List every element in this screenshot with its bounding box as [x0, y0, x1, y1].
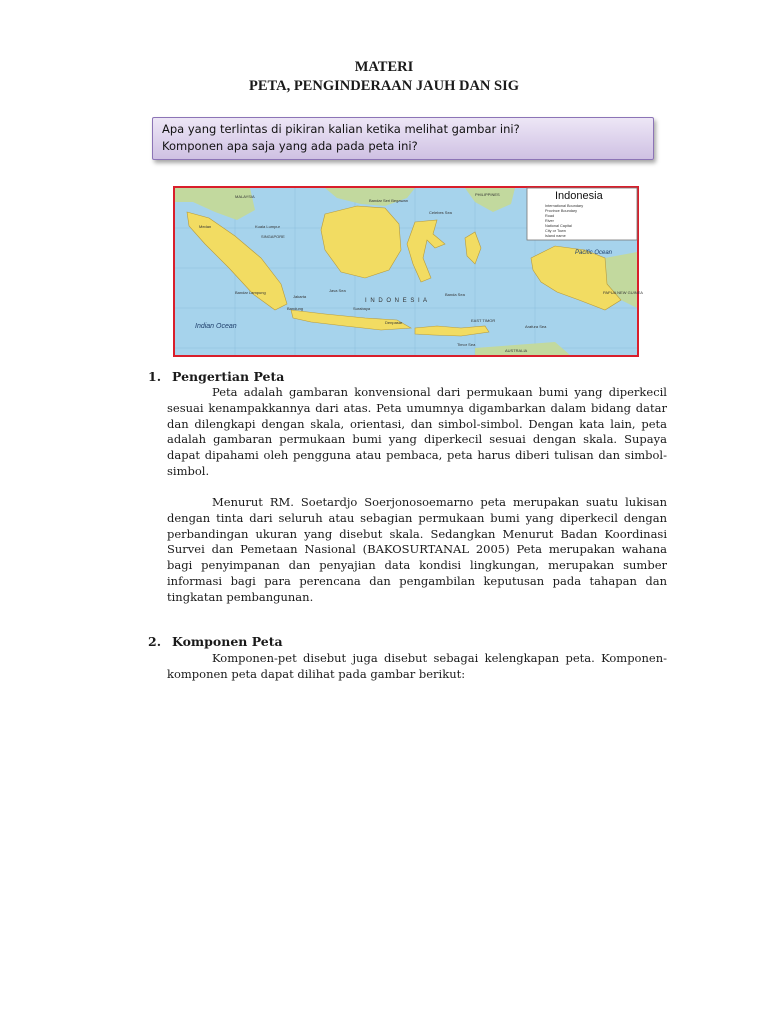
question-line-1: Apa yang terlintas di pikiran kalian ketika melihat gambar ini?: [162, 122, 520, 136]
indonesia-map: [173, 186, 643, 357]
svg-text:Java Sea: Java Sea: [329, 288, 346, 293]
ocean-label-pacific: Pacific Ocean: [575, 250, 613, 256]
svg-text:International Boundary: International Boundary: [545, 204, 584, 208]
section-2-heading: Komponen Peta: [172, 634, 283, 649]
section-2-number: 2.: [148, 634, 162, 649]
country-label: I N D O N E S I A: [365, 298, 429, 304]
svg-text:MALAYSIA: MALAYSIA: [235, 194, 255, 199]
section-1-number: 1.: [148, 369, 162, 384]
ocean-label-indian: Indian Ocean: [195, 323, 237, 330]
section-1-paragraph-1: Peta adalah gambaran konvensional dari permukaan bumi yang diperkecil sesuai kenampakkannya dari atas. Peta umumnya digambarkan dalam bidang datar dan dilengkapi dengan skala, orientasi, dan simbol-simbol. Dengan kata lain, peta adalah gambaran permukaan bumi yang diperkecil sesuai dengan skala. Supaya dapat dipahami oleh pengguna atau pembaca, peta harus diberi tulisan dan simbol-simbol.: [167, 385, 667, 478]
svg-text:Island name: Island name: [545, 234, 566, 238]
svg-text:National Capital: National Capital: [545, 224, 572, 228]
svg-text:Jakarta: Jakarta: [293, 294, 307, 299]
svg-text:SINGAPORE: SINGAPORE: [261, 234, 285, 239]
svg-text:Road: Road: [545, 214, 555, 218]
svg-text:Denpasar: Denpasar: [385, 320, 403, 325]
svg-text:PAPUA NEW GUINEA: PAPUA NEW GUINEA: [603, 290, 643, 295]
section-1-heading: Pengertian Peta: [172, 369, 285, 384]
map-title: Indonesia: [555, 190, 603, 202]
svg-text:Timor Sea: Timor Sea: [457, 342, 476, 347]
svg-text:PHILIPPINES: PHILIPPINES: [475, 192, 500, 197]
svg-text:Celebes Sea: Celebes Sea: [429, 210, 452, 215]
svg-text:Bandung: Bandung: [287, 306, 304, 311]
svg-text:River: River: [545, 219, 554, 223]
svg-text:City or Town: City or Town: [545, 229, 566, 233]
svg-text:Medan: Medan: [199, 224, 212, 229]
section-1-paragraph-2: Menurut RM. Soetardjo Soerjonosoemarno peta merupakan suatu lukisan dengan tinta dari seluruh atau sebagian permukaan bumi yang diperkecil dengan perbandingan ukuran yang disebut skala. Sedangkan Menurut Badan Koordinasi Survei dan Pemetaan Nasional (BAKOSURTANAL 2005) Peta merupakan wahana bagi penyimpanan dan penyajian data kondisi lingkungan, merupakan sumber informasi bagi para perencana dan pengambilan keputusan pada tahapan dan tingkatan pembangunan.: [167, 495, 667, 604]
question-box: [152, 117, 654, 160]
svg-text:Bandar Lampung: Bandar Lampung: [235, 290, 266, 295]
document-subtitle: PETA, PENGINDERAAN JAUH DAN SIG: [248, 78, 519, 94]
svg-text:Arafura Sea: Arafura Sea: [525, 324, 547, 329]
svg-text:Banda Sea: Banda Sea: [445, 292, 465, 297]
svg-text:Province Boundary: Province Boundary: [545, 209, 578, 213]
question-line-2: Komponen apa saja yang ada pada peta ini?: [162, 139, 418, 153]
svg-text:Surabaya: Surabaya: [353, 306, 371, 311]
map-graphic: [175, 188, 643, 355]
svg-text:Bandar Seri Begawan: Bandar Seri Begawan: [369, 198, 408, 203]
section-2-paragraph-1: Komponen-pet disebut juga disebut sebagai kelengkapan peta. Komponen-komponen peta dapat dilihat pada gambar berikut:: [167, 651, 667, 681]
svg-text:AUSTRALIA: AUSTRALIA: [505, 348, 528, 353]
svg-text:EAST TIMOR: EAST TIMOR: [471, 318, 496, 323]
svg-text:Kuala Lumpur: Kuala Lumpur: [255, 224, 280, 229]
document-title: MATERI: [354, 59, 414, 75]
